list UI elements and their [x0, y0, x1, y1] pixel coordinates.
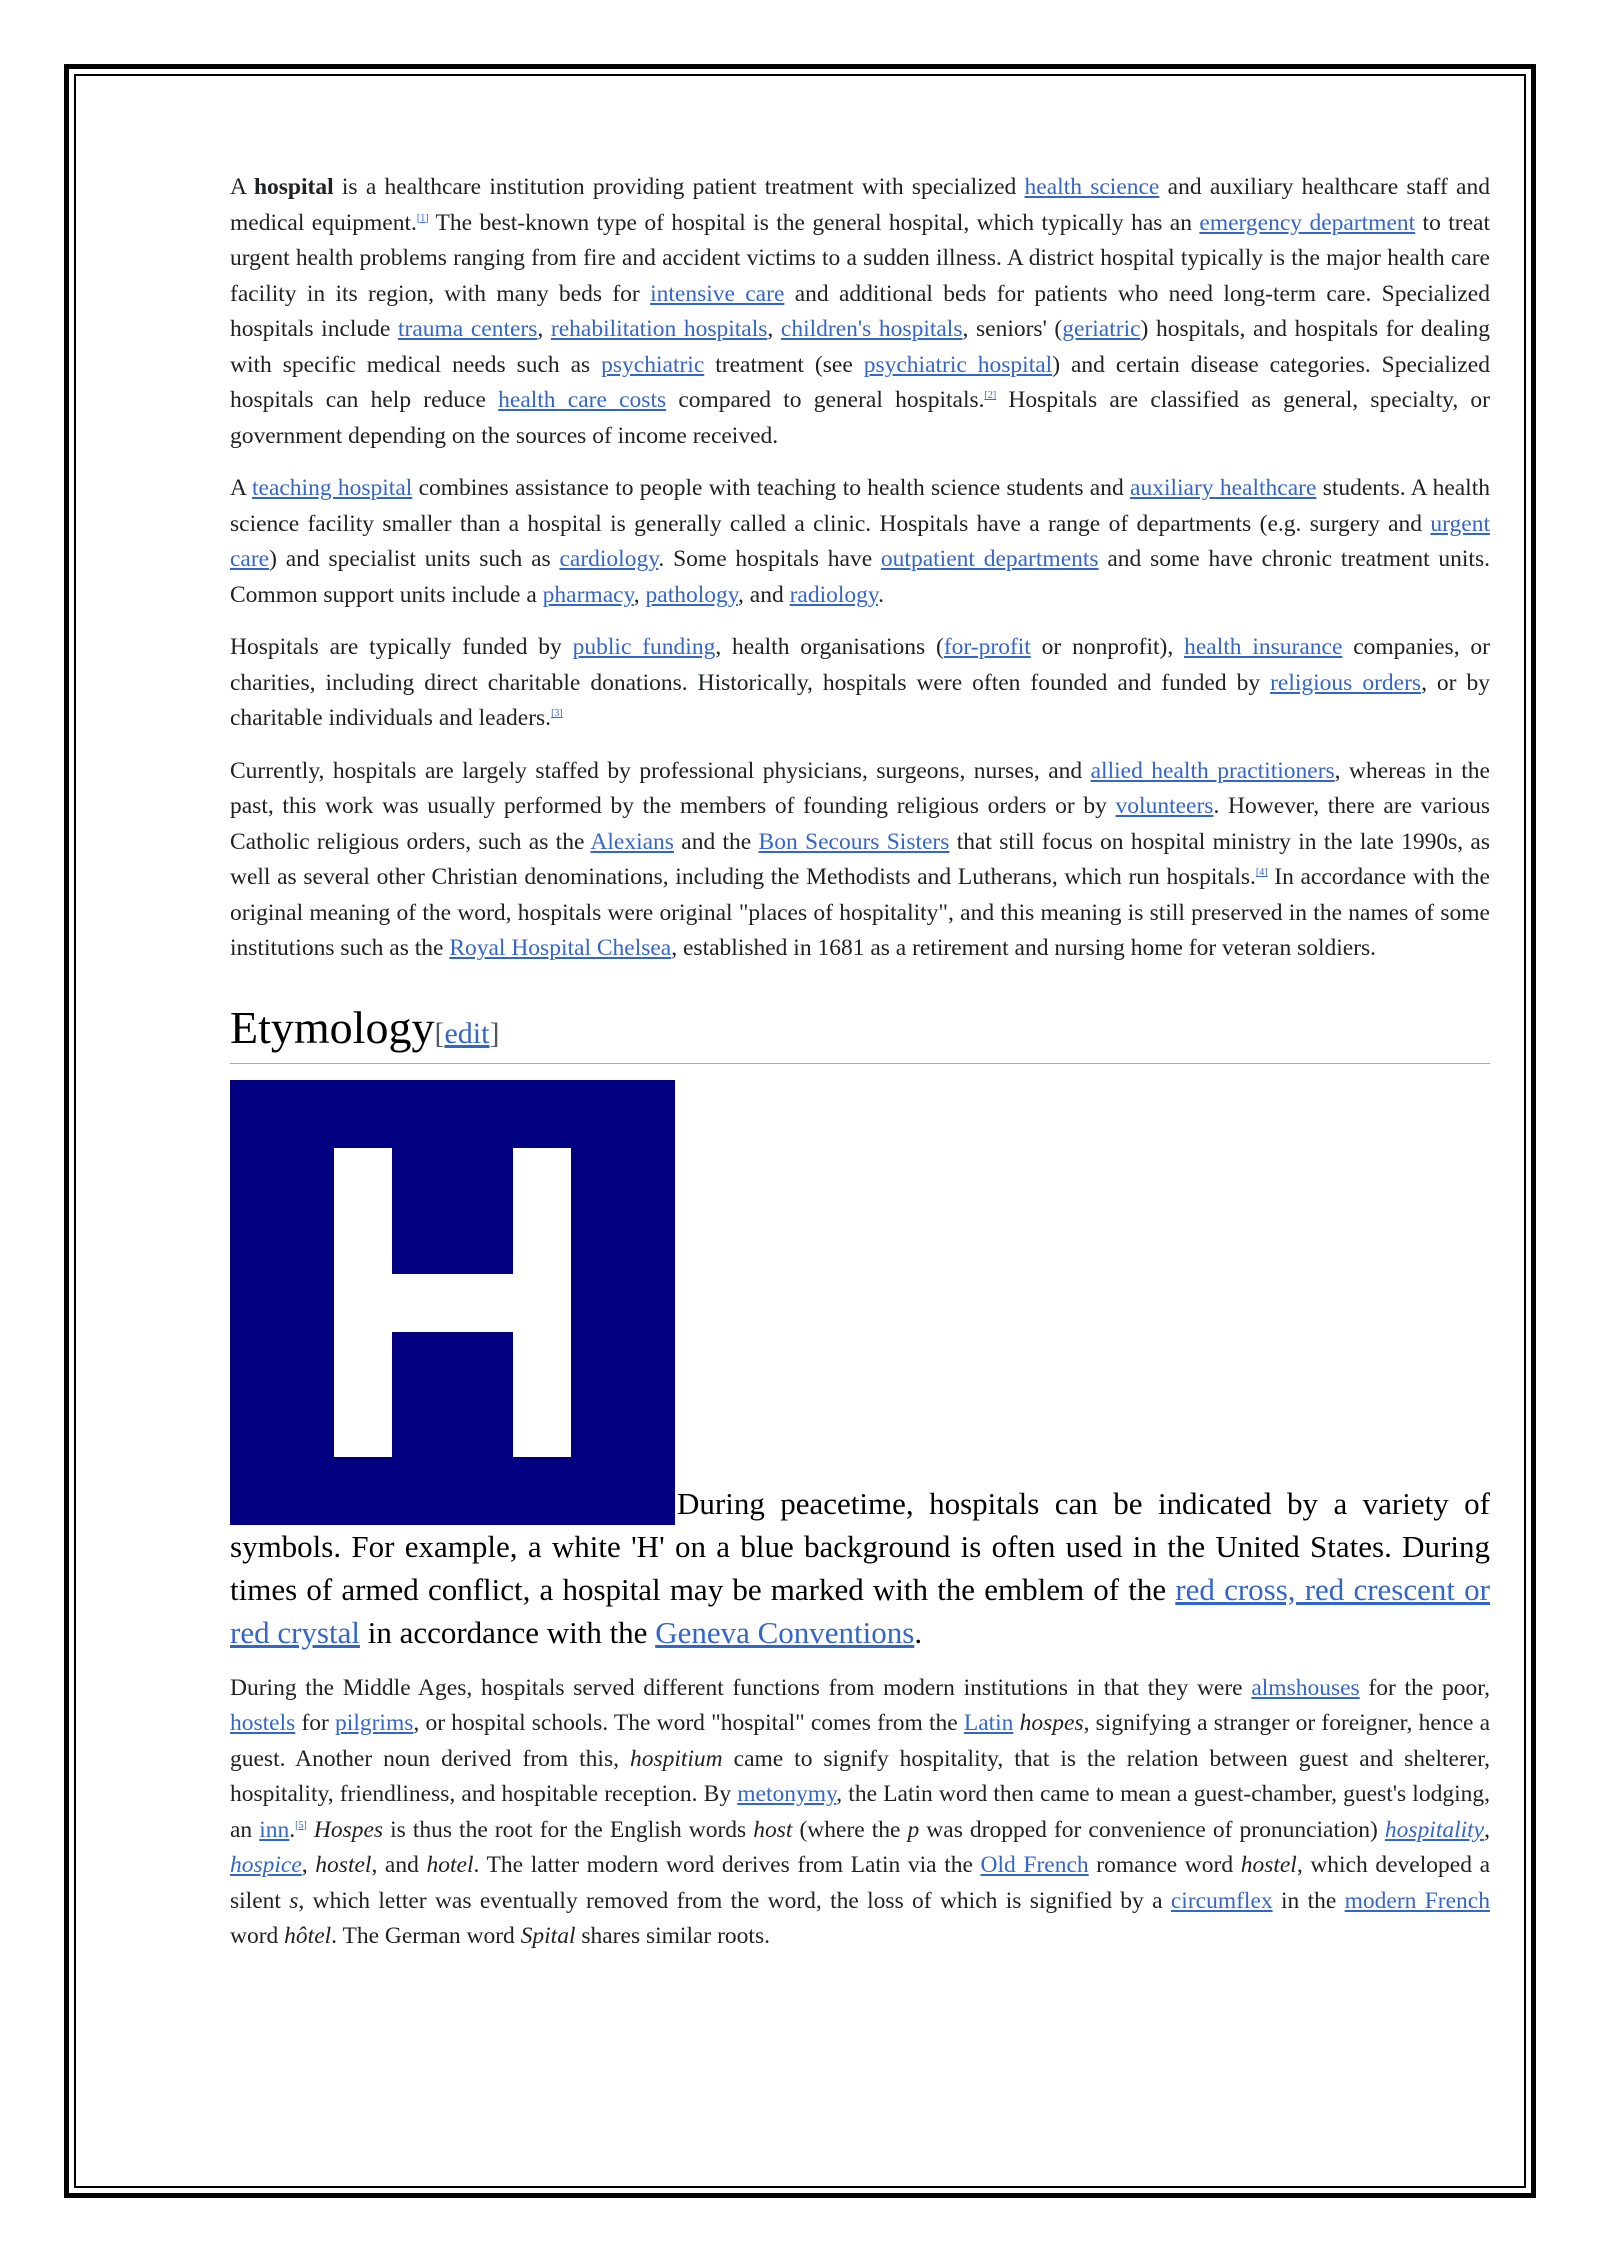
link-latin[interactable]: Latin	[963, 1710, 1014, 1736]
text: A	[230, 475, 252, 501]
link-health-science[interactable]: health science	[1024, 174, 1160, 200]
text: Hospitals are classified as general, specialty, or government depending on the sources of income received.	[230, 387, 1490, 449]
text: During peacetime, hospitals can be indicated by a variety of symbols. For example, a white 'H' on a blue background is often used in the United States. During times of armed conflict, a hospital may be marked with the emblem of the	[230, 1485, 1490, 1607]
section-heading-etymology	[230, 1001, 1490, 1064]
h-right-stroke	[513, 1148, 571, 1457]
middle-ages-paragraph	[230, 1671, 1490, 1955]
link-volunteers[interactable]: volunteers	[1115, 793, 1214, 819]
text: ) hospitals, and hospitals for dealing with specific medical needs such as	[230, 316, 1491, 378]
italic-term: Hospes	[313, 1816, 384, 1843]
h-left-stroke	[334, 1148, 392, 1457]
text: . The German word	[331, 1923, 521, 1949]
link-urgent-care[interactable]: urgent care	[230, 510, 1490, 572]
text: , the Latin word then came to mean a guest-chamber, guest's lodging, an	[230, 1781, 1490, 1843]
text: Currently, hospitals are largely staffed by professional physicians, surgeons, nurses, and	[230, 757, 1091, 784]
italic-term: p	[907, 1816, 920, 1843]
link-psychiatric-hospital[interactable]: psychiatric hospital	[863, 351, 1053, 378]
link-red-cross-crescent-crystal[interactable]: red cross, red crescent or red crystal	[230, 1571, 1490, 1650]
citation-link[interactable]: [1]	[416, 212, 429, 224]
text	[307, 1817, 314, 1843]
text: Hospitals are typically funded by	[230, 634, 573, 660]
bracket: ]	[489, 1016, 500, 1050]
link-trauma-centers[interactable]: trauma centers	[397, 316, 538, 342]
article-body	[230, 170, 1490, 1972]
citation-link[interactable]: [2]	[984, 390, 997, 402]
text: ,	[1484, 1816, 1490, 1843]
link-metonymy[interactable]: metonymy	[737, 1781, 837, 1807]
citation-4[interactable]	[1256, 867, 1268, 878]
italic-term: hostel	[1240, 1852, 1297, 1878]
text: .	[914, 1614, 923, 1650]
link-geneva-conventions[interactable]: Geneva Conventions	[655, 1614, 915, 1650]
link-circumflex[interactable]: circumflex	[1170, 1887, 1273, 1914]
citation-1[interactable]	[417, 213, 429, 224]
bold-term-hospital: hospital	[253, 174, 334, 200]
link-modern-french[interactable]: modern French	[1344, 1887, 1490, 1914]
link-old-french[interactable]: Old French	[980, 1852, 1089, 1878]
text: During the Middle Ages, hospitals served different functions from modern institutions in that they were	[230, 1674, 1252, 1701]
text: treatment (see	[704, 351, 864, 378]
text: A	[230, 174, 254, 200]
text: , and	[738, 581, 790, 608]
hospital-sign-image[interactable]	[230, 1080, 675, 1525]
text: and auxiliary healthcare staff and medical equipment.	[230, 174, 1490, 236]
link-public-funding[interactable]: public funding	[572, 634, 716, 660]
bracket: [	[434, 1016, 445, 1050]
text: , which developed a silent	[230, 1852, 1490, 1914]
italic-term: host	[753, 1816, 793, 1843]
text: is thus the root for the English words	[383, 1816, 754, 1843]
text: to treat urgent health problems ranging from fire and accident victims to a sudden illness. A district hospital typically is the major health care facility in its region, with many beds for	[230, 209, 1490, 307]
text: in accordance with the	[359, 1614, 656, 1650]
text: . However, there are various Catholic religious orders, such as the	[230, 793, 1490, 855]
text: and the	[673, 828, 759, 855]
text: combines assistance to people with teaching to health science students and	[412, 475, 1131, 501]
link-for-profit[interactable]: for-profit	[943, 634, 1031, 660]
text: ,	[301, 1852, 316, 1878]
link-inn[interactable]: inn	[259, 1816, 290, 1843]
text: was dropped for convenience of pronunciation)	[919, 1816, 1385, 1843]
text: .	[878, 581, 884, 608]
link-outpatient-departments[interactable]: outpatient departments	[880, 546, 1099, 572]
text: . The latter modern word derives from Latin via the	[473, 1852, 981, 1878]
teaching-paragraph	[230, 471, 1490, 613]
text: , or hospital schools. The word "hospital" comes from the	[413, 1710, 964, 1736]
citation-5[interactable]	[295, 1820, 307, 1831]
link-royal-hospital-chelsea[interactable]: Royal Hospital Chelsea	[449, 935, 672, 961]
staffing-paragraph	[230, 754, 1490, 967]
link-pharmacy[interactable]: pharmacy	[542, 581, 634, 608]
link-pathology[interactable]: pathology	[645, 581, 739, 608]
link-hospitality[interactable]: hospitality	[1384, 1816, 1485, 1843]
italic-term: Spital	[520, 1923, 576, 1949]
italic-term: s	[289, 1887, 299, 1914]
text: romance word	[1088, 1852, 1241, 1878]
text: , established in 1681 as a retirement and nursing home for veteran soldiers.	[671, 935, 1377, 961]
link-bon-secours-sisters[interactable]: Bon Secours Sisters	[758, 828, 950, 855]
link-almshouses[interactable]: almshouses	[1251, 1674, 1360, 1701]
text: , and	[371, 1852, 427, 1878]
text: in the	[1272, 1887, 1345, 1914]
italic-term: hospitium	[629, 1745, 723, 1772]
text: ,	[537, 316, 551, 342]
link-alexians[interactable]: Alexians	[590, 828, 674, 855]
text: compared to general hospitals.	[666, 387, 985, 413]
text: , signifying a stranger or foreigner, hence a guest. Another noun derived from this,	[230, 1710, 1491, 1772]
text: is a healthcare institution providing patient treatment with specialized	[333, 174, 1025, 200]
text: ,	[767, 316, 781, 342]
text: (where the	[792, 1816, 908, 1843]
link-auxiliary-healthcare[interactable]: auxiliary healthcare	[1130, 475, 1317, 501]
link-allied-health-practitioners[interactable]: allied health practitioners	[1090, 757, 1335, 784]
link-emergency-department[interactable]: emergency department	[1199, 209, 1416, 236]
text: , which letter was eventually removed from the word, the loss of which is signified by a	[298, 1887, 1171, 1914]
text: shares similar roots.	[575, 1923, 770, 1949]
link-intensive-care[interactable]: intensive care	[650, 280, 785, 307]
link-health-insurance[interactable]: health insurance	[1184, 634, 1343, 660]
text: and additional beds for patients who need long-term care. Specialized hospitals include	[230, 280, 1490, 342]
link-religious-orders[interactable]: religious orders	[1270, 669, 1422, 696]
text: In accordance with the original meaning of the word, hospitals were original "places of hospitality", and this meaning is still preserved in the names of some institutions such as the	[230, 864, 1490, 961]
funding-paragraph	[230, 630, 1490, 737]
text: companies, or charities, including direct charitable donations. Historically, hospitals were often founded and funded by	[230, 634, 1490, 696]
text: word	[230, 1923, 285, 1949]
text: .	[289, 1816, 296, 1843]
text: came to signify hospitality, that is the relation between guest and shelterer, hospitality, friendliness, and hospitable reception. By	[230, 1745, 1490, 1807]
text: that still focus on hospital ministry in the late 1990s, as well as several other Christian denominations, including the Methodists and Lutherans, which run hospitals.	[230, 828, 1490, 890]
text: , whereas in the past, this work was usually performed by the members of founding religious orders or by	[230, 757, 1490, 819]
text: for	[295, 1710, 336, 1736]
link-teaching-hospital[interactable]: teaching hospital	[251, 475, 413, 501]
text: . Some hospitals have	[658, 546, 881, 572]
link-health-care-costs[interactable]: health care costs	[498, 387, 667, 413]
citation-link[interactable]: [4]	[1255, 867, 1268, 879]
italic-term: hostel	[315, 1852, 372, 1878]
citation-3[interactable]	[551, 708, 563, 719]
link-cardiology[interactable]: cardiology	[559, 546, 659, 572]
link-rehabilitation-hospitals[interactable]: rehabilitation hospitals	[550, 316, 768, 342]
text: students. A health science facility smaller than a hospital is generally called a clinic. Hospitals have a range of departments (e.g. surgery and	[230, 475, 1490, 537]
link-hostels[interactable]: hostels	[230, 1710, 296, 1736]
link-childrens-hospitals[interactable]: children's hospitals	[780, 316, 963, 342]
text: and some have chronic treatment units. Common support units include a	[230, 546, 1490, 608]
citation-2[interactable]	[985, 390, 997, 401]
citation-link[interactable]: [5]	[295, 1819, 307, 1831]
text: The best-known type of hospital is the general hospital, which typically has an	[428, 209, 1200, 236]
edit-section-link[interactable]: edit	[444, 1016, 490, 1050]
text: ,	[633, 581, 646, 608]
text: , or by charitable individuals and leaders.	[230, 669, 1491, 731]
citation-link[interactable]: [3]	[551, 708, 563, 720]
edit-section	[434, 1017, 499, 1050]
link-geriatric[interactable]: geriatric	[1062, 316, 1141, 342]
intro-paragraph	[230, 170, 1490, 454]
section-title: Etymology	[230, 1001, 435, 1053]
text: , health organisations (	[715, 634, 944, 660]
text: , seniors' (	[962, 316, 1063, 342]
italic-term: hospes	[1019, 1710, 1084, 1736]
italic-term: hôtel	[284, 1923, 332, 1949]
text: ) and specialist units such as	[269, 546, 560, 572]
symbol-paragraph	[230, 1080, 1490, 1654]
link-radiology[interactable]: radiology	[789, 581, 879, 608]
text: ) and certain disease categories. Specialized hospitals can help reduce	[230, 351, 1490, 413]
text: or nonprofit),	[1030, 634, 1185, 660]
link-hospice[interactable]: hospice	[230, 1852, 302, 1878]
italic-term: hotel	[426, 1852, 474, 1878]
link-psychiatric[interactable]: psychiatric	[601, 351, 705, 378]
h-crossbar	[392, 1274, 513, 1332]
link-pilgrims[interactable]: pilgrims	[335, 1710, 414, 1736]
text: for the poor,	[1359, 1674, 1490, 1701]
